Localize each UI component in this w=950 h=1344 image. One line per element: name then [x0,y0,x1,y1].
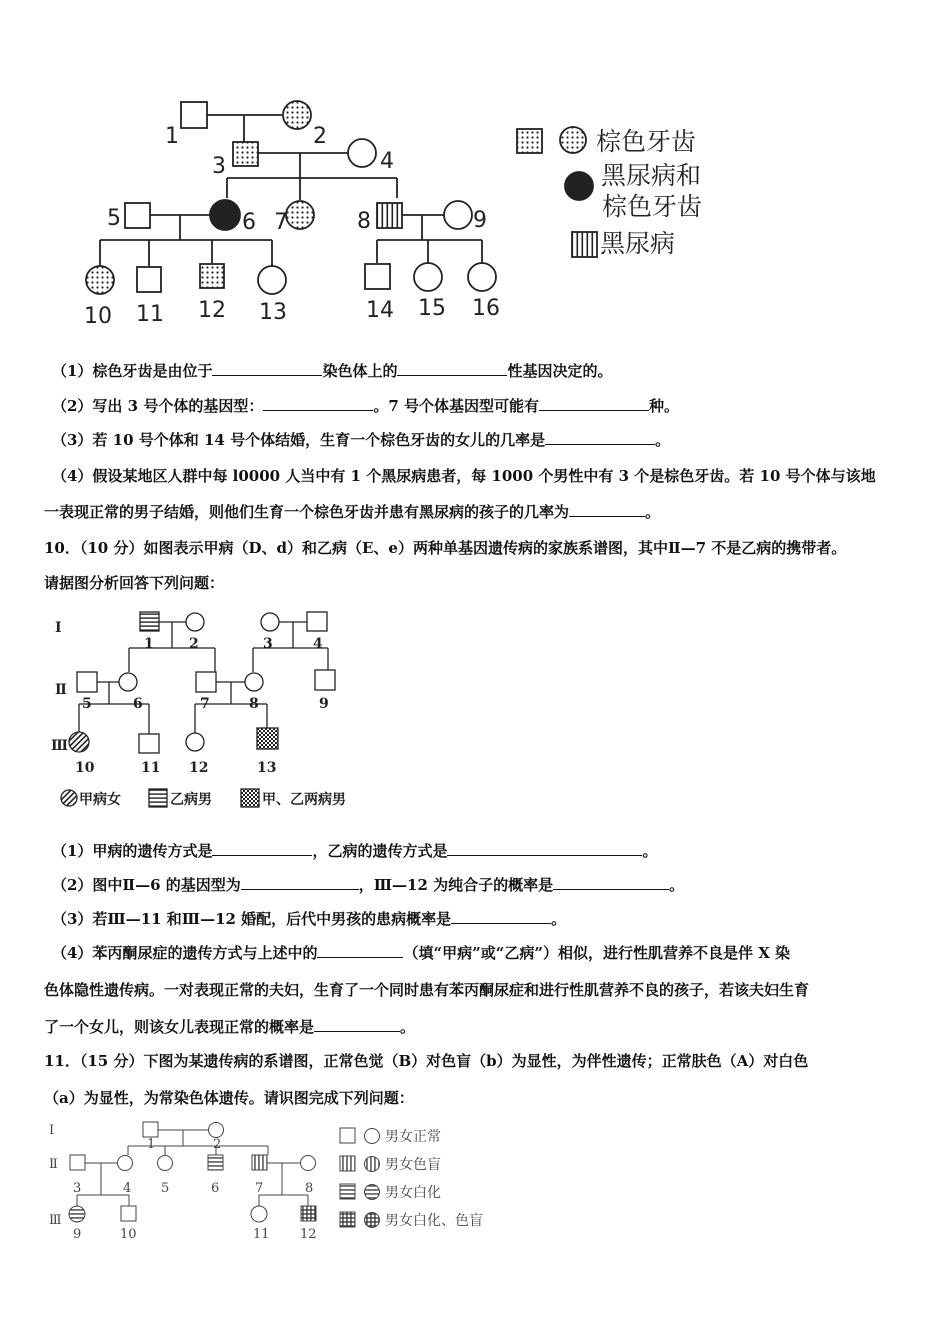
gen-label: Ⅲ [51,738,69,754]
individual-2-female-brown-teeth [283,101,311,129]
q10-part-1: （1）甲病的遗传方式是 ，乙病的遗传方式是 。 [52,842,658,860]
individual-9-female [444,201,472,229]
label: 9 [73,1227,82,1242]
label: 1 [165,124,179,149]
individual-11-male [137,267,161,292]
q10-individual-4 [307,612,327,631]
q11-individual-9 [69,1206,85,1222]
q11-individual-7 [252,1155,267,1170]
q11-individual-10 [121,1206,136,1221]
legend-both-icon [565,172,593,200]
q10-part-4-line3: 了一个女儿，则该女儿表现正常的概率是 。 [44,1018,416,1036]
legend-disease-a-female-icon [61,790,77,806]
q10-part-4-line1: （4）苯丙酮尿症的遗传方式与上述中的 （填“甲病”或“乙病”）相似，进行性肌营养不良是伴 X 染 [52,944,791,962]
legend-albino-male-icon [340,1184,355,1199]
legend-brown-teeth-label: 棕色牙齿 [596,127,697,156]
q10-individual-7 [196,672,216,692]
label: 4 [380,149,394,174]
label: 10 [75,760,95,776]
legend-both-male-icon [340,1212,355,1227]
label: 13 [259,300,287,325]
gen-label: Ⅱ [49,1157,58,1172]
label: 14 [366,298,394,323]
q11-individual-1 [143,1122,158,1137]
pedigree-figure-1 [70,85,740,335]
label: 10 [84,304,112,329]
legend-disease-b-male-icon [149,789,167,807]
legend-both-female-icon [365,1213,380,1228]
legend-label: 男女色盲 [385,1157,441,1173]
q11-individual-5 [158,1156,173,1171]
label: 1 [144,636,154,652]
individual-10-female-brown-teeth [86,266,114,294]
pedigree-figure-2 [45,600,375,820]
label: 15 [418,296,446,321]
gen-label: Ⅰ [55,620,62,636]
q11-individual-11 [251,1206,267,1222]
label: 10 [120,1227,137,1242]
gen-label: Ⅰ [49,1123,55,1138]
q10-individual-6 [119,673,137,691]
q10-individual-9 [315,670,335,690]
label: 11 [136,302,164,327]
individual-16-female [468,263,496,291]
legend-alkaptonuria-icon [572,232,597,257]
pedigree-figure-3 [45,1112,505,1247]
legend-colorblind-male-icon [340,1156,355,1171]
q11-individual-3 [70,1155,85,1170]
label: 3 [73,1181,82,1196]
individual-7-female-brown-teeth [286,201,314,229]
individual-4-female [348,139,376,167]
legend-label: 甲病女 [79,792,121,808]
q10-part-3: （3）若Ⅲ—11 和Ⅲ—12 婚配，后代中男孩的患病概率是 。 [52,910,567,928]
label: 3 [212,154,226,179]
q11-individual-6 [208,1155,223,1170]
legend-label: 男女正常 [385,1129,441,1145]
q10-individual-2 [186,613,204,631]
legend-label: 男女白化 [385,1185,441,1201]
legend-normal-female-icon [365,1129,380,1144]
label: 5 [82,696,92,712]
legend-label: 甲、乙两病男 [262,792,346,808]
label: 2 [313,124,327,149]
q10-individual-1 [140,612,159,631]
label: 12 [198,298,226,323]
q9-part-4-line1: （4）假设某地区人群中每 l0000 人当中有 1 个黑尿病患者，每 1000 个男性中有 3 个是棕色牙齿。若 10 号个体与该地 [52,467,876,485]
legend-albino-female-icon [365,1185,380,1200]
q10-individual-8 [245,673,263,691]
label: 4 [313,636,323,652]
legend-both-label-2: 棕色牙齿 [602,192,703,221]
label: 8 [357,209,371,234]
individual-14-male [365,264,390,289]
q10-individual-3 [261,613,279,631]
q10-individual-12 [186,733,204,751]
label: 3 [263,636,273,652]
q9-part-2: （2）写出 3 号个体的基因型： 。7 号个体基因型可能有 种。 [52,397,680,415]
q11-individual-2 [209,1123,224,1138]
q11-stem-line1: 11．（15 分）下图为某遗传病的系谱图，正常色觉（B）对色盲（b）为显性，为伴性遗传；正常肤色（A）对白色 [44,1052,809,1070]
label: 6 [242,210,256,235]
label: 12 [189,760,209,776]
individual-6-female-both [210,200,240,230]
q9-part-3: （3）若 10 号个体和 14 号个体结婚，生育一个棕色牙齿的女儿的几率是 。 [52,431,671,449]
q11-individual-8 [301,1156,316,1171]
legend-label: 男女白化、色盲 [385,1213,483,1229]
q11-individual-12 [301,1206,316,1221]
label: 6 [133,696,143,712]
label: 7 [274,210,288,235]
q11-individual-4 [118,1156,133,1171]
individual-13-female [258,266,286,294]
q10-individual-10 [69,732,89,752]
label: 5 [161,1181,170,1196]
q10-individual-13 [257,728,278,749]
label: 11 [141,760,161,776]
legend-label: 乙病男 [170,792,212,808]
individual-3-male-brown-teeth [233,142,258,166]
label: 5 [107,206,121,231]
legend-alkaptonuria-label: 黑尿病 [600,229,676,258]
q10-part-2: （2）图中Ⅱ—6 的基因型为 ，Ⅲ—12 为纯合子的概率是 。 [52,876,685,894]
individual-1-male [181,102,207,128]
legend-both-male-icon [241,789,259,807]
q10-individual-5 [77,672,97,692]
label: 9 [473,208,487,233]
legend-both-label-1: 黑尿病和 [601,161,702,190]
legend-brown-teeth-male [517,129,542,153]
label: 4 [123,1181,132,1196]
label: 13 [257,760,277,776]
gen-label: Ⅲ [49,1213,62,1228]
legend-brown-teeth-female [560,127,586,153]
q9-part-1: （1）棕色牙齿是由位于 染色体上的 性基因决定的。 [52,362,613,380]
label: 7 [200,696,210,712]
individual-8-male-alkaptonuria [377,203,402,228]
label: 11 [253,1227,270,1242]
q10-part-4-line2: 色体隐性遗传病。一对表现正常的夫妇，生育了一个同时患有苯丙酮尿症和进行性肌营养不良的孩子，若该夫妇生育 [44,981,810,999]
label: 8 [249,696,259,712]
label: 2 [213,1137,222,1152]
q10-individual-11 [139,734,159,753]
label: 6 [211,1181,220,1196]
gen-label: Ⅱ [55,682,67,698]
legend-colorblind-female-icon [365,1157,380,1172]
label: 9 [319,696,329,712]
individual-5-male [125,203,150,228]
q10-stem-line2: 请据图分析回答下列问题： [44,574,225,592]
individual-15-female [414,263,442,291]
label: 7 [255,1181,264,1196]
individual-12-male-brown-teeth [200,264,224,288]
q9-part-4-line2: 一表现正常的男子结婚，则他们生育一个棕色牙齿并患有黑尿病的孩子的几率为 。 [44,503,661,521]
label: 16 [472,296,500,321]
label: 2 [189,636,199,652]
legend-normal-male-icon [340,1128,355,1143]
label: 12 [300,1227,317,1242]
q10-stem-line1: 10．（10 分）如图表示甲病（D、d）和乙病（E、e）两种单基因遗传病的家族系谱图，其中Ⅱ—7 不是乙病的携带者。 [44,539,847,557]
label: 8 [305,1181,314,1196]
label: 1 [147,1137,156,1152]
q11-stem-line2: （a）为显性，为常染色体遗传。请识图完成下列问题： [44,1089,414,1107]
